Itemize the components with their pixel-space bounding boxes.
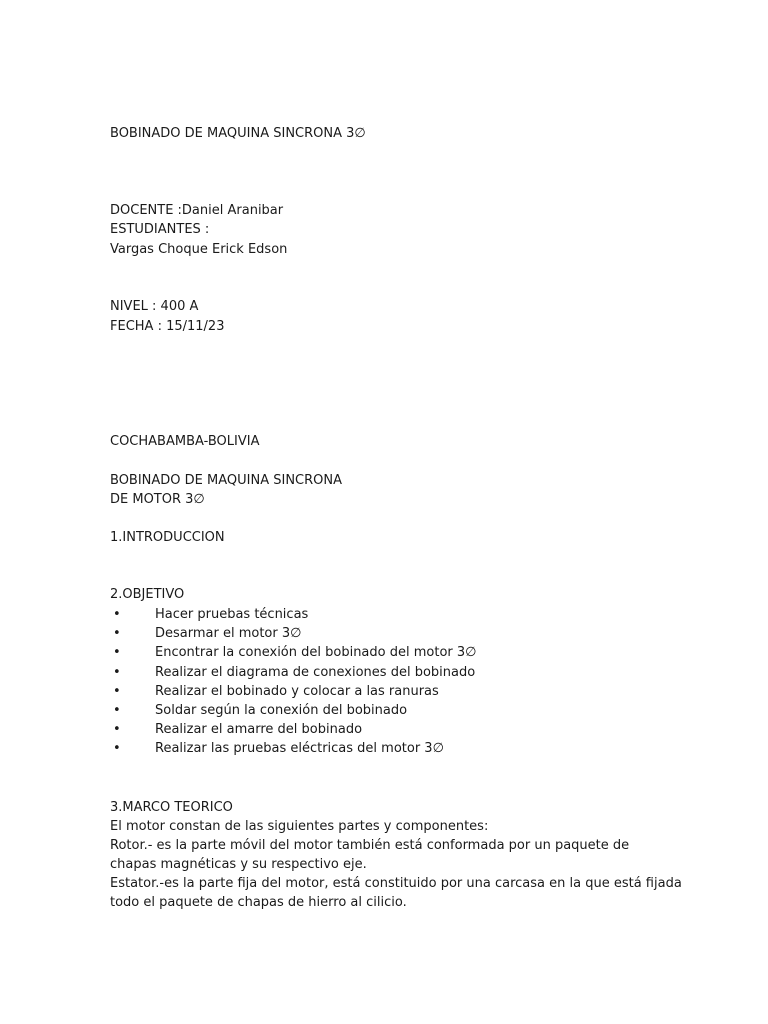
paragraph-line: Estator.-es la parte fija del motor, está constituido por una carcasa en la que está fijada bbox=[110, 876, 682, 891]
bullet-icon: • bbox=[113, 683, 121, 699]
section-heading-line-1: BOBINADO DE MAQUINA SINCRONA bbox=[110, 473, 343, 488]
estudiantes-label: ESTUDIANTES : bbox=[110, 222, 210, 237]
nivel-line: NIVEL : 400 A bbox=[110, 299, 199, 314]
paragraph-line: todo el paquete de chapas de hierro al cilicio. bbox=[110, 895, 407, 910]
objetivo-text: Realizar las pruebas eléctricas del motor 3∅ bbox=[155, 741, 444, 757]
bullet-icon: • bbox=[113, 626, 121, 642]
marco-teorico-heading: 3.MARCO TEORICO bbox=[110, 800, 233, 815]
fecha-line: FECHA : 15/11/23 bbox=[110, 319, 225, 334]
docente-line: DOCENTE :Daniel Aranibar bbox=[110, 203, 284, 218]
objetivo-heading: 2.OBJETIVO bbox=[110, 587, 185, 602]
objetivo-text: Realizar el bobinado y colocar a las ranuras bbox=[155, 683, 439, 699]
paragraph-line: chapas magnéticas y su respectivo eje. bbox=[110, 857, 367, 872]
objetivo-text: Realizar el diagrama de conexiones del bobinado bbox=[155, 664, 476, 680]
paragraph-line: El motor constan de las siguientes partes y componentes: bbox=[110, 819, 489, 834]
objetivo-text: Realizar el amarre del bobinado bbox=[155, 722, 363, 738]
bullet-icon: • bbox=[113, 607, 121, 622]
bullet-icon: • bbox=[113, 741, 121, 757]
objetivo-text: Hacer pruebas técnicas bbox=[155, 607, 309, 622]
bullet-icon: • bbox=[113, 645, 121, 661]
section-heading-line-2: DE MOTOR 3∅ bbox=[110, 492, 205, 507]
cover-title: BOBINADO DE MAQUINA SINCRONA 3∅ bbox=[110, 126, 366, 141]
introduccion-heading: 1.INTRODUCCION bbox=[110, 530, 225, 545]
location-line: COCHABAMBA-BOLIVIA bbox=[110, 434, 260, 449]
paragraph-line: Rotor.- es la parte móvil del motor también está conformada por un paquete de bbox=[110, 838, 630, 853]
objetivo-text: Encontrar la conexión del bobinado del motor 3∅ bbox=[155, 645, 477, 661]
objetivo-text: Soldar según la conexión del bobinado bbox=[155, 702, 408, 718]
bullet-icon: • bbox=[113, 664, 121, 680]
bullet-icon: • bbox=[113, 702, 121, 718]
estudiante-name: Vargas Choque Erick Edson bbox=[110, 242, 288, 257]
objetivo-text: Desarmar el motor 3∅ bbox=[155, 626, 302, 642]
bullet-icon: • bbox=[113, 722, 121, 738]
